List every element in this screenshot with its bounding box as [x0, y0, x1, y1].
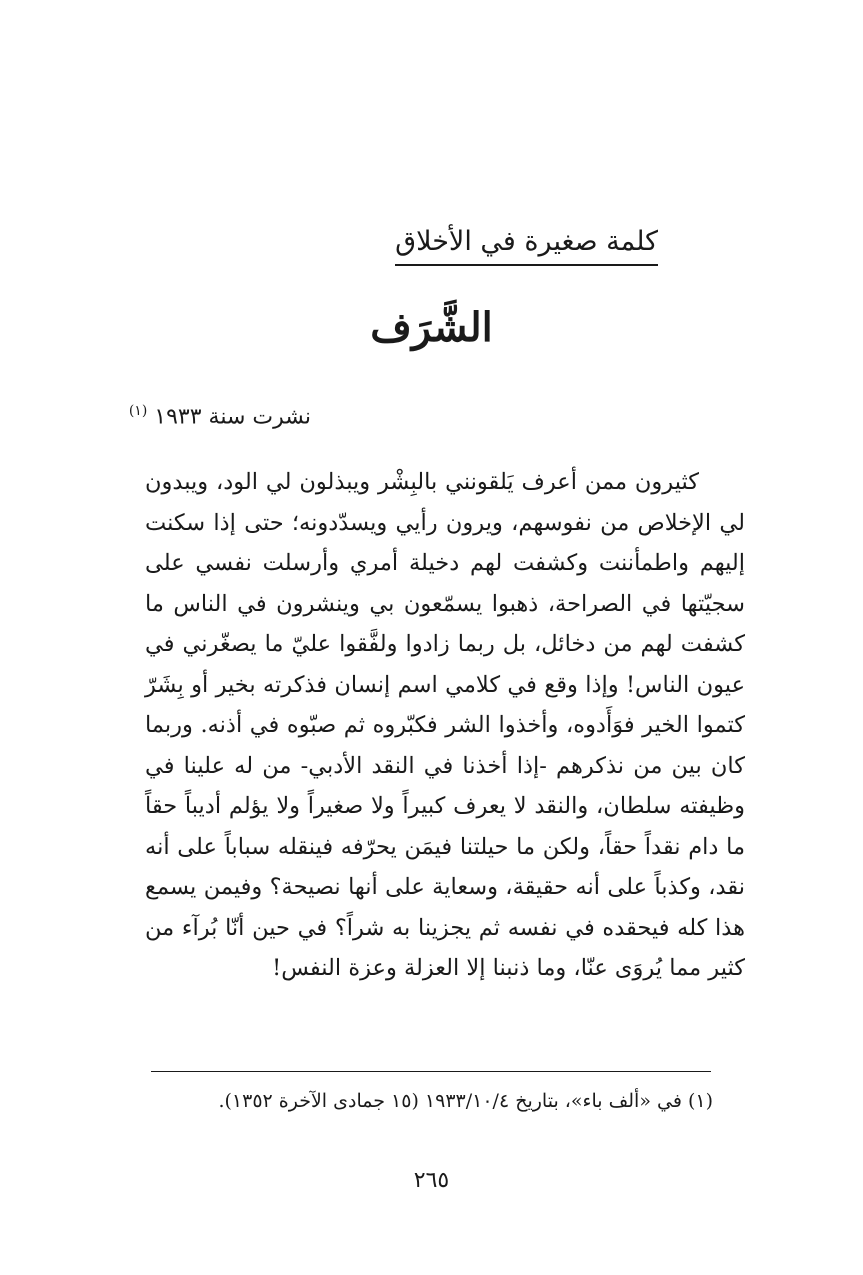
page-number: ٢٦٥: [413, 1168, 450, 1193]
footnote-divider: [151, 1071, 711, 1072]
series-title: كلمة صغيرة في الأخلاق: [395, 222, 658, 266]
publication-note: [129, 394, 311, 434]
body-paragraph: كثيرون ممن أعرف يَلقونني بالبِشْر ويبذلون لي الود، ويبدون لي الإخلاص من نفوسهم، ويرون رأيي ويسدّدونه؛ حتى إذا سكنت إليهم واطمأننت وكشفت لهم دخيلة أمري وأرسلت نفسي على سجيّتها في الصراحة، ذهبوا يسمّعون بي وينشرون في الناس ما كشفت لهم من دخائل، بل ربما زادوا ولفَّقوا عليّ ما يصغّرني في عيون الناس! وإذا وقع في كلامي اسم إنسان فذكرته بخير أو بِشَرّ كتموا الخير فوَأَدوه، وأخذوا الشر فكبّروه ثم صبّوه في أذنه. وربما كان بين من نذكرهم -إذا أخذنا في النقد الأدبي- من له علينا في وظيفته سلطان، والنقد لا يعرف كبيراً ولا صغيراً ولا يؤلم أديباً حقاً ما دام نقداً حقاً، ولكن ما حيلتنا فيمَن يحرّفه فينقله سباباً على أنه نقد، وكذباً على أنه حقيقة، وسعاية على أنها نصيحة؟ وفيمن يسمع هذا كله فيحقده في نفسه ثم يجزينا به شراً؟ في حين أنّا بُرآء من كثير مما يُروَى عنّا، وما ذنبنا إلا العزلة وعزة النفس!: [145, 469, 745, 981]
footnote: (١) في «ألف باء»، بتاريخ ١٩٣٣/١٠/٤ (١٥ جمادى الآخرة ١٣٥٢).: [218, 1090, 713, 1112]
footnote-marker: (١): [128, 403, 148, 419]
article-title: الشَّرَف: [370, 304, 493, 351]
publication-note-text: نشرت سنة ١٩٣٣: [154, 404, 311, 430]
